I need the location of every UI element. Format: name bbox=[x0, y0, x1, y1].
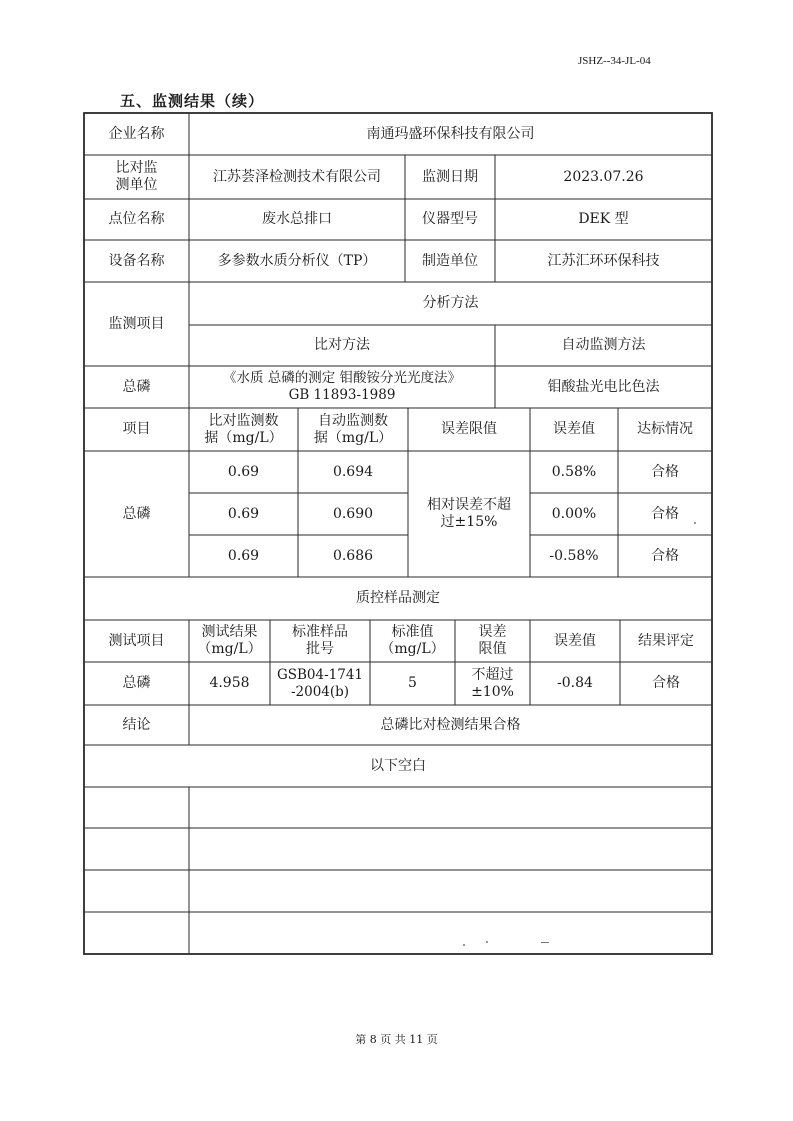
cmp-row-3-compare: 0.69 bbox=[227, 547, 260, 564]
scan-speck bbox=[486, 941, 488, 943]
company-value: 南通玛盛环保科技有限公司 bbox=[366, 125, 535, 142]
qc-header-error: 误差值 bbox=[554, 632, 596, 649]
device-label: 设备名称 bbox=[108, 252, 165, 269]
cmp-header-auto: 自动监测数 据（mg/L） bbox=[313, 412, 393, 446]
cmp-row-3-status: 合格 bbox=[651, 547, 679, 564]
compare-method-value: 《水质 总磷的测定 钼酸铵分光光度法》 GB 11893-1989 bbox=[222, 370, 462, 403]
cmp-header-limit: 误差限值 bbox=[441, 421, 497, 437]
section-title: 五、监测结果（续） bbox=[120, 92, 265, 110]
qc-row-limit: 不超过 ±10% bbox=[471, 666, 514, 700]
cmp-row-1-status: 合格 bbox=[651, 463, 679, 480]
cmp-limit: 相对误差不超 过±15% bbox=[427, 497, 511, 530]
qc-header-limit: 误差 限值 bbox=[478, 624, 507, 657]
cmp-row-1-auto: 0.694 bbox=[332, 463, 374, 480]
point-label: 点位名称 bbox=[108, 211, 165, 227]
cmp-header-error: 误差值 bbox=[553, 421, 595, 437]
cmp-row-2-status: 合格 bbox=[651, 505, 679, 522]
qc-row-error: -0.84 bbox=[557, 675, 593, 691]
cmp-item: 总磷 bbox=[122, 505, 151, 522]
document-code: JSHZ--34-JL-04 bbox=[578, 55, 651, 67]
scan-speck bbox=[541, 942, 549, 943]
cmp-row-2-auto: 0.690 bbox=[332, 505, 374, 522]
instrument-label: 仪器型号 bbox=[422, 211, 478, 227]
cmp-header-status: 达标情况 bbox=[637, 421, 693, 437]
cmp-row-1-error: 0.58% bbox=[551, 463, 597, 480]
analysis-method-header: 分析方法 bbox=[422, 295, 479, 311]
tp-method-label: 总磷 bbox=[122, 378, 151, 395]
qc-row-batch: GSB04-1741 -2004(b) bbox=[276, 666, 364, 700]
qc-row-item: 总磷 bbox=[122, 675, 151, 691]
cmp-header-compare: 比对监测数 据（mg/L） bbox=[204, 412, 283, 446]
cmp-row-3-auto: 0.686 bbox=[332, 547, 374, 564]
auto-method-value: 钼酸盐光电比色法 bbox=[547, 378, 660, 395]
qc-header-item: 测试项目 bbox=[108, 632, 165, 649]
qc-header-batch: 标准样品 批号 bbox=[292, 624, 348, 657]
compare-unit-value: 江苏荟泽检测技术有限公司 bbox=[213, 168, 381, 185]
monitor-item-label: 监测项目 bbox=[108, 315, 165, 332]
cmp-row-1-compare: 0.69 bbox=[227, 463, 260, 480]
maker-value: 江苏汇环环保科技 bbox=[547, 252, 660, 269]
cmp-row-2-error: 0.00% bbox=[551, 505, 597, 522]
date-label: 监测日期 bbox=[422, 168, 478, 185]
qc-header-result: 测试结果 （mg/L） bbox=[197, 624, 262, 657]
cmp-header-item: 项目 bbox=[122, 421, 151, 437]
blank-note: 以下空白 bbox=[370, 757, 426, 774]
company-label: 企业名称 bbox=[108, 125, 165, 142]
scan-speck bbox=[694, 522, 696, 524]
compare-unit-label: 比对监 测单位 bbox=[115, 160, 158, 193]
maker-label: 制造单位 bbox=[422, 252, 478, 269]
page-footer: 第 8 页 共 11 页 bbox=[355, 1033, 438, 1046]
device-value: 多参数水质分析仪（TP） bbox=[217, 252, 377, 269]
qc-row-std: 5 bbox=[408, 675, 417, 691]
cmp-row-3-error: -0.58% bbox=[549, 547, 599, 564]
qc-title: 质控样品测定 bbox=[356, 590, 440, 606]
auto-method-header: 自动监测方法 bbox=[561, 337, 646, 353]
instrument-value: DEK 型 bbox=[578, 211, 629, 227]
date-value: 2023.07.26 bbox=[563, 168, 644, 185]
conclusion-label: 结论 bbox=[122, 716, 151, 733]
qc-row-eval: 合格 bbox=[652, 675, 680, 691]
cmp-row-2-compare: 0.69 bbox=[227, 505, 260, 522]
scan-speck bbox=[463, 944, 465, 946]
qc-header-eval: 结果评定 bbox=[638, 632, 694, 649]
conclusion-value: 总磷比对检测结果合格 bbox=[380, 716, 521, 733]
compare-method-header: 比对方法 bbox=[314, 337, 370, 353]
qc-row-result: 4.958 bbox=[209, 675, 250, 691]
point-value: 废水总排口 bbox=[262, 211, 332, 227]
qc-header-std: 标准值 （mg/L） bbox=[380, 624, 445, 657]
